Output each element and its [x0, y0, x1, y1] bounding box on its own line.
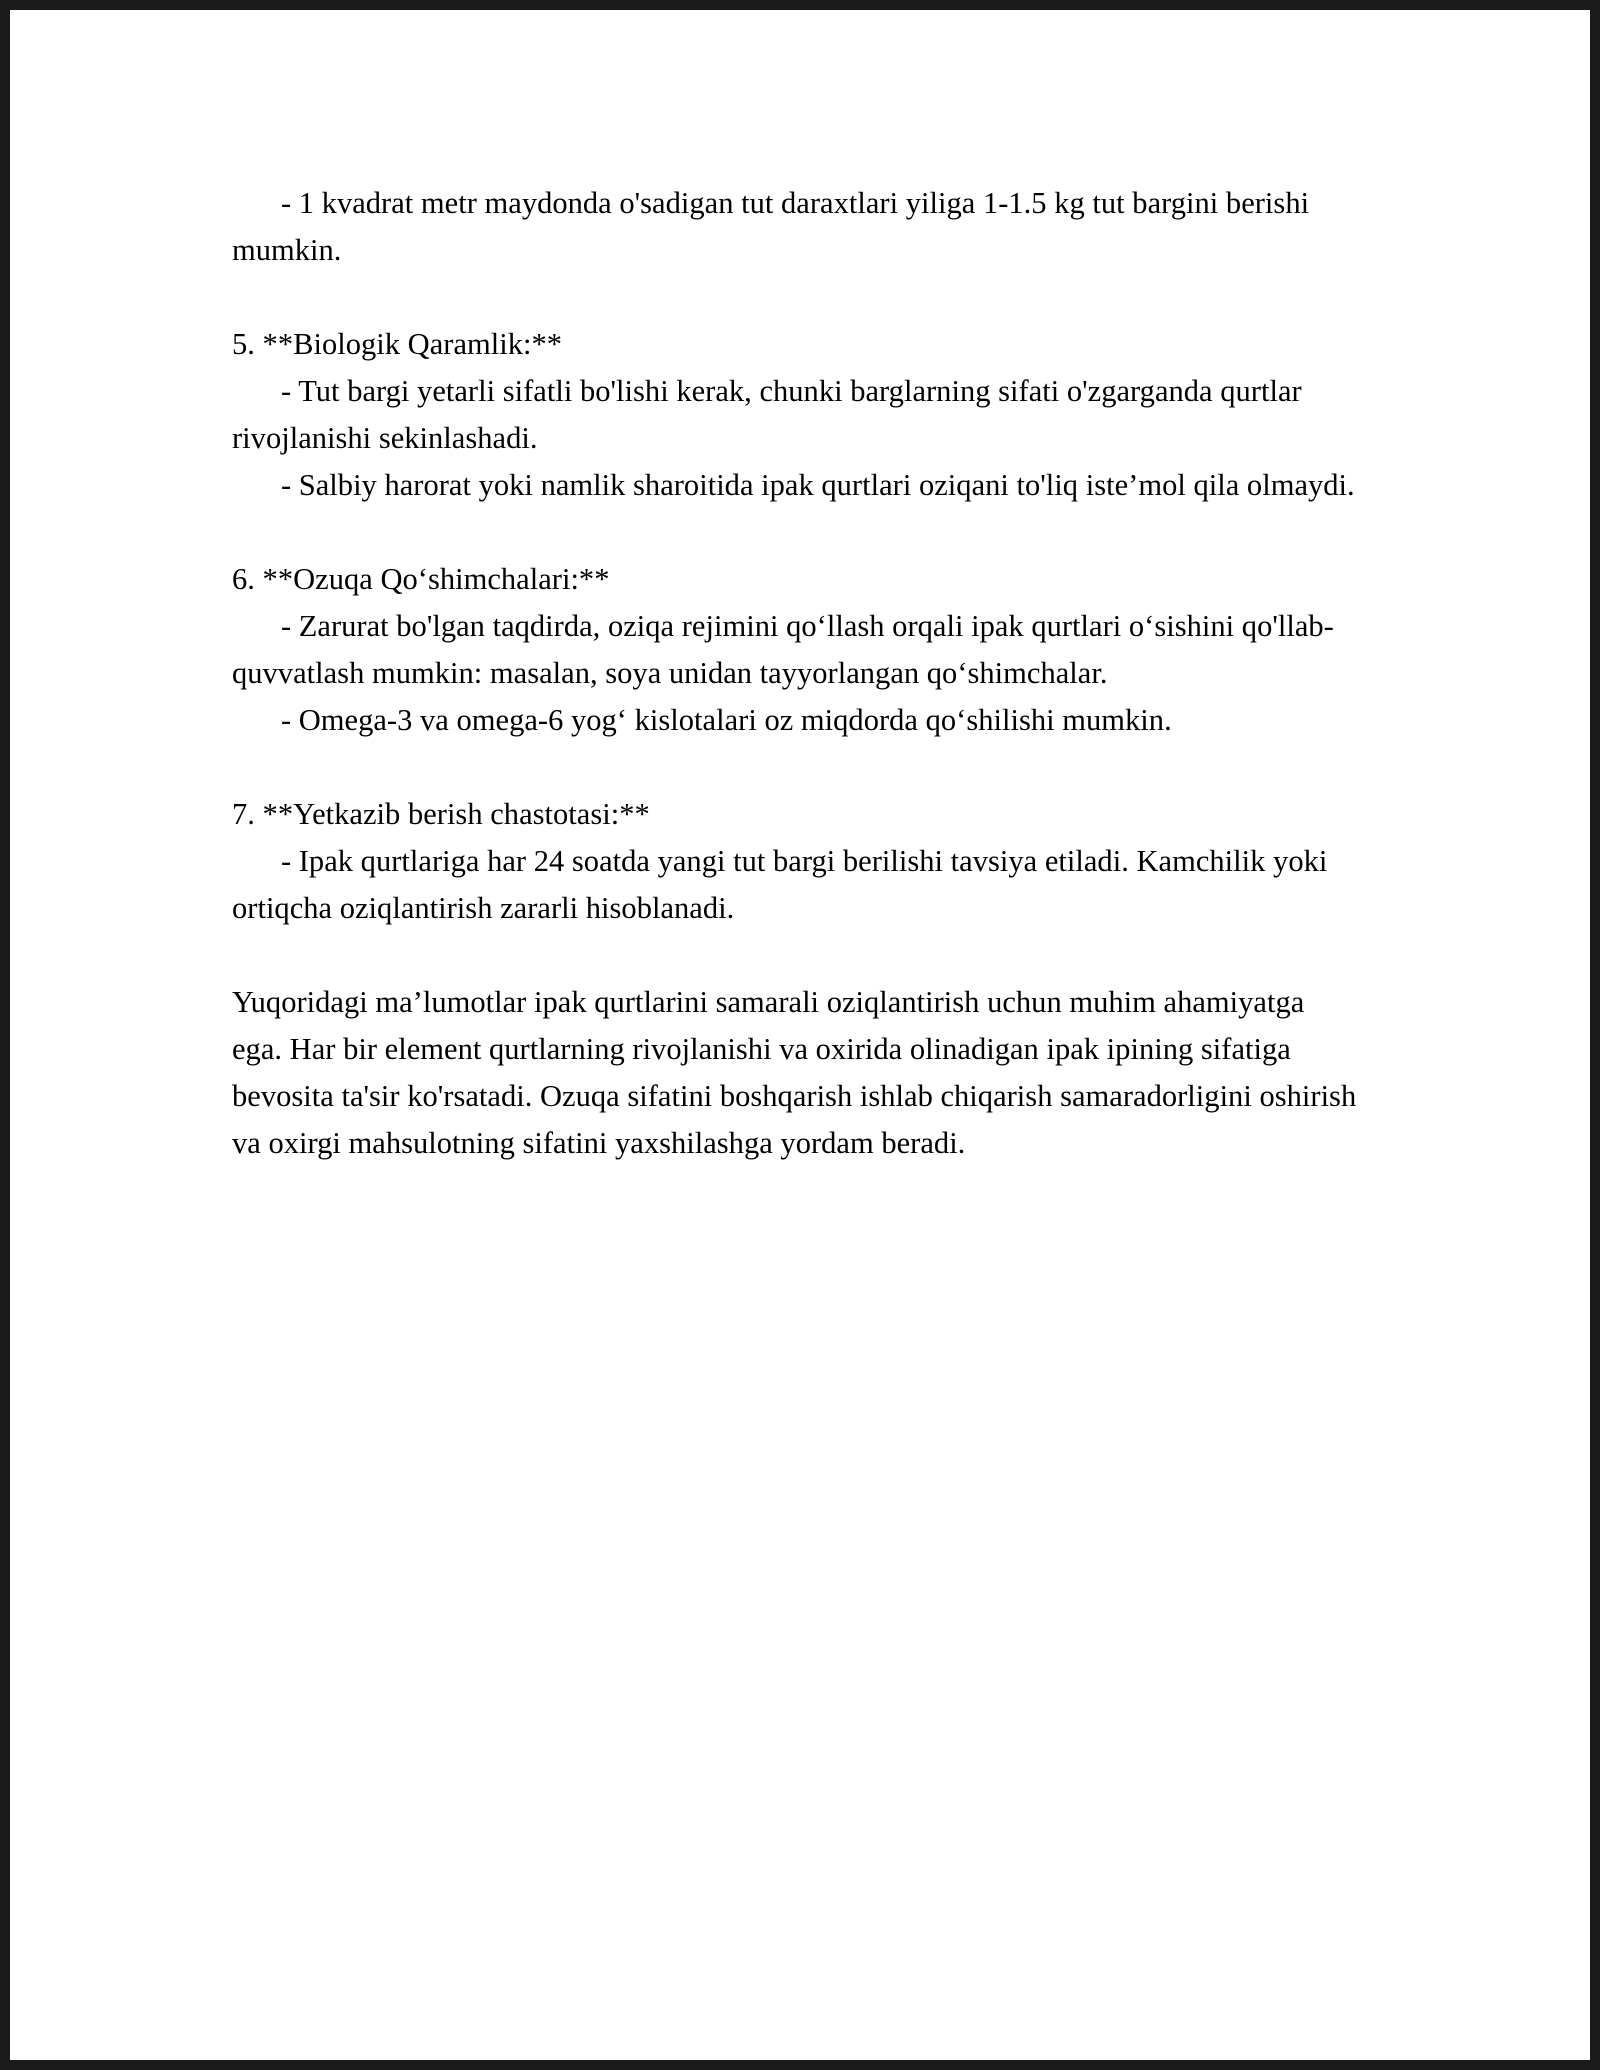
paragraph-spacer — [232, 274, 1360, 321]
list-item-feeding-frequency: - Ipak qurtlariga har 24 soatda yangi tut bargi berilishi tavsiya etiladi. Kamchilik yoki ortiqcha oziqlantirish zararli hisoblanadi. — [232, 844, 1336, 925]
page-sheet — [10, 10, 1590, 2060]
list-item-omega-fatty-acids: - Omega-3 va omega-6 yog‘ kislotalari oz miqdorda qo‘shilishi mumkin. — [258, 703, 1172, 737]
list-item-mulberry-yield: - 1 kvadrat metr maydonda o'sadigan tut daraxtlari yiliga 1-1.5 kg tut bargini berishi mumkin. — [232, 186, 1317, 267]
paragraph-spacer — [232, 744, 1360, 791]
list-item-temperature-humidity: - Salbiy harorat yoki namlik sharoitida ipak qurtlari oziqani to'liq iste’mol qila olmaydi. — [258, 468, 1355, 502]
paragraph-spacer — [232, 509, 1360, 556]
heading-biologik-qaramlik: 5. **Biologik Qaramlik:** — [232, 327, 563, 361]
document-text-body — [232, 180, 1364, 1167]
list-item-leaf-quality: - Tut bargi yetarli sifatli bo'lishi kerak, chunki barglarning sifati o'zgarganda qurtlar rivojlanishi sekinlashadi. — [232, 374, 1310, 455]
heading-yetkazib-berish-chastotasi: 7. **Yetkazib berish chastotasi:** — [232, 797, 650, 831]
heading-ozuqa-qoshimchalari: 6. **Ozuqa Qo‘shimchalari:** — [232, 562, 610, 596]
paragraph-spacer — [232, 932, 1360, 979]
list-item-soy-supplement: - Zarurat bo'lgan taqdirda, oziqa rejimini qo‘llash orqali ipak qurtlari o‘sishini qo'llab-quvvatlash mumkin: masalan, soya unidan tayyorlangan qo‘shimchalar. — [232, 609, 1334, 690]
closing-paragraph: Yuqoridagi ma’lumotlar ipak qurtlarini samarali oziqlantirish uchun muhim ahamiyatga ega. Har bir element qurtlarning rivojlanishi va oxirida olinadigan ipak ipining sifatiga bevosita ta'sir ko'rsatadi. Ozuqa sifatini boshqarish ishlab chiqarish samaradorligini oshirish va oxirgi mahsulotning sifatini yaxshilashga yordam beradi. — [232, 985, 1364, 1160]
